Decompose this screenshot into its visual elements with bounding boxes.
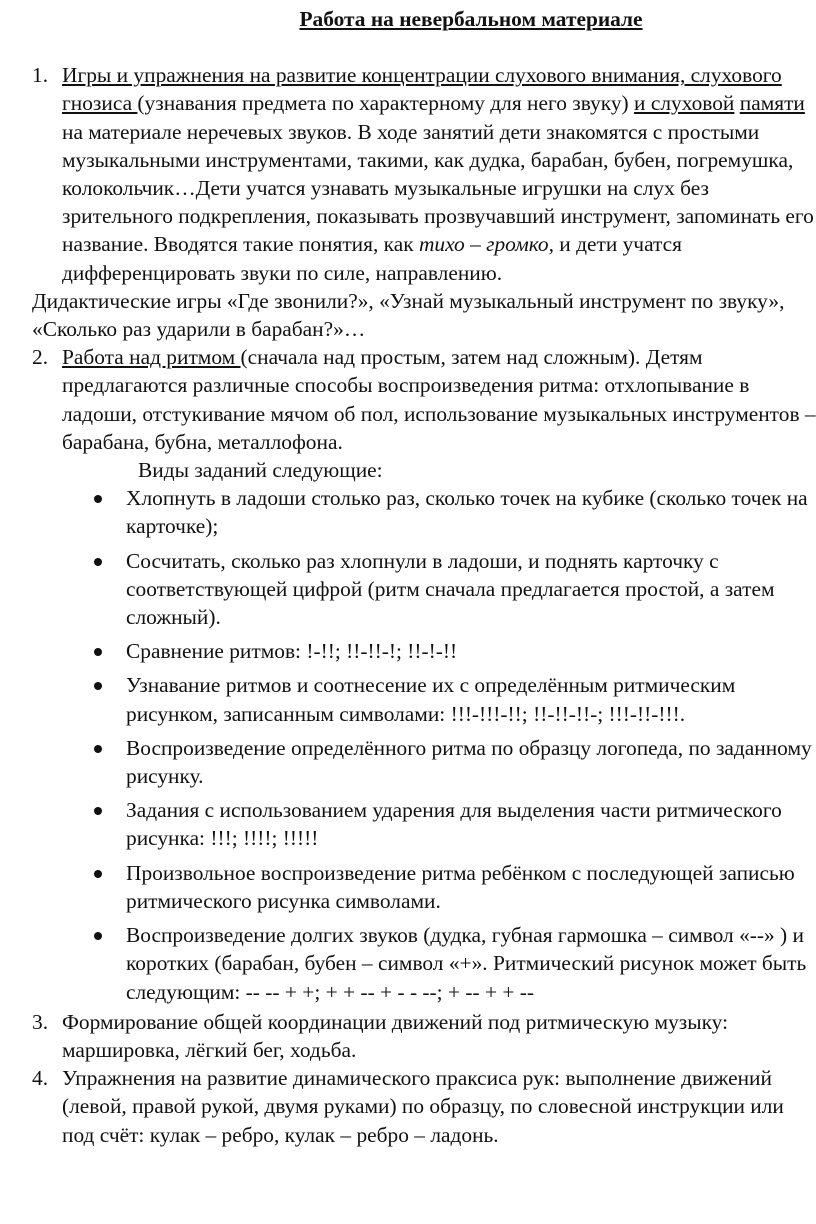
bullet-text: Воспроизведение долгих звуков (дудка, губная гармошка – символ «--» ) и коротких (барабан, бубен – символ «+». Ритмический рисунок может быть следующим: -- -- + +; + + -- + - - --; + -- + + -- <box>126 923 807 1004</box>
bullet-item <box>126 671 816 727</box>
item-2-heading-underlined: Работа над ритмом <box>62 345 241 370</box>
bullet-dot-icon <box>94 932 102 940</box>
list-item-3 <box>32 1008 816 1064</box>
item-number: 1. <box>32 63 49 88</box>
tasks-heading: Виды заданий следующие: <box>138 458 383 483</box>
bullet-dot-icon <box>94 745 102 753</box>
item-3-text: Формирование общей координации движений под ритмическую музыку: маршировка, лёгкий бег, ходьба. <box>62 1009 729 1062</box>
bullet-text: Воспроизведение определённого ритма по образцу логопеда, по заданному рисунку. <box>126 735 812 789</box>
item-1-text-b: на материале неречевых звуков. В ходе занятий дети знакомятся с простыми музыкальными инструментами, такими, как дудка, барабан, бубен, погремушка, колокольчик…Дети учатся узнавать музыкальные игрушки на слух без зрительного подкрепления, показывать прозвучавший инструмент, запоминать его название. Вводятся такие понятия, как <box>62 119 814 257</box>
item-4-text: Упражнения на развитие динамического праксиса рук: выполнение движений (левой, правой рукой, двумя руками) по образцу, по словесной инструкции или под счёт: кулак – ребро, кулак – ребро – ладонь. <box>62 1066 784 1147</box>
bullet-text: Хлопнуть в ладоши столько раз, сколько точек на кубике (сколько точек на карточке); <box>126 486 808 539</box>
item-1-underlined-c: памяти <box>739 91 805 116</box>
bullet-dot-icon <box>94 807 102 815</box>
item-1-text-a: (узнавания предмета по характерному для него звуку) <box>137 91 635 116</box>
item-1-italic: тихо – громко, <box>418 232 554 257</box>
bullet-item <box>126 859 816 915</box>
bullet-dot-icon <box>94 682 102 690</box>
bullet-text: Сосчитать, сколько раз хлопнули в ладоши, и поднять карточку с соответствующей цифрой (ритм сначала предлагается простой, а затем сложный). <box>126 548 775 630</box>
bullet-text: Задания с использованием ударения для выделения части ритмического рисунка: !!!; !!!!; !!!!! <box>126 798 782 851</box>
tasks-bullet-list <box>32 484 816 1005</box>
bullet-item <box>126 637 816 665</box>
bullet-item <box>126 547 816 632</box>
document-page <box>32 5 816 1149</box>
bullet-text: Сравнение ритмов: !-!!; !!-!!-!; !!-!-!! <box>126 639 458 664</box>
item-1-text-c: и дети учатся дифференцировать звуки по силе, направлению. <box>62 232 682 285</box>
list-item-2 <box>32 343 816 456</box>
item-number: 2. <box>32 345 49 370</box>
bullet-item <box>126 484 816 540</box>
list-item-1 <box>32 61 816 287</box>
list-item-4 <box>32 1064 816 1149</box>
bullet-dot-icon <box>94 558 102 566</box>
bullet-item <box>126 734 816 790</box>
bullet-item <box>126 921 816 1006</box>
bullet-dot-icon <box>94 870 102 878</box>
bullet-dot-icon <box>94 648 102 656</box>
item-number: 4. <box>32 1066 49 1091</box>
bullet-text: Произвольное воспроизведение ритма ребёнком с последующей записью ритмического рисунка символами. <box>126 860 795 913</box>
bullet-text: Узнавание ритмов и соотнесение их с определённым ритмическим рисунком, записанным символами: !!!-!!!-!!; !!-!!-!!-; !!!-!!-!!!. <box>126 673 736 726</box>
item-1-heading-underlined: Игры и упражнения на развитие концентрации слухового внимания, слухового гнозиса <box>62 63 782 116</box>
didactic-games-paragraph: Дидактические игры «Где звонили?», «Узнай музыкальный инструмент по звуку», «Сколько раз ударили в барабан?»… <box>32 288 785 342</box>
bullet-dot-icon <box>94 495 102 503</box>
item-1-underlined-b: и слуховой <box>634 91 735 116</box>
item-2-text: (сначала над простым, затем над сложным). Детям предлагаются различные способы воспроизведения ритма: отхлопывание в ладоши, отстукивание мячом об пол, использование музыкальных инструментов – барабана, бубна, металлофона. <box>62 345 816 454</box>
bullet-item <box>126 796 816 852</box>
item-number: 3. <box>32 1009 49 1034</box>
page-title: Работа на невербальном материале <box>299 7 643 31</box>
